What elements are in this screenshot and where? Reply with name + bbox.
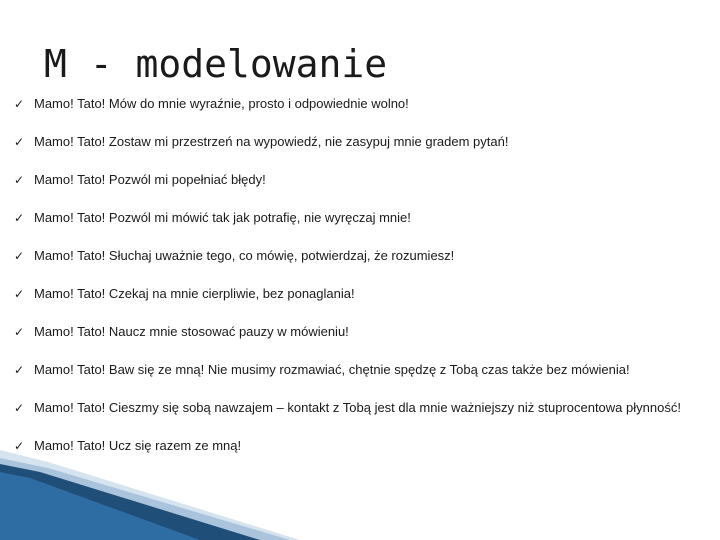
bullet-text: Mamo! Tato! Mów do mnie wyraźnie, prosto i odpowiednie wolno! (34, 96, 409, 111)
bullet-item (14, 324, 704, 340)
checkmark-icon: ✓ (14, 363, 25, 377)
bullet-text: Mamo! Tato! Naucz mnie stosować pauzy w mówieniu! (34, 324, 349, 339)
checkmark-icon: ✓ (14, 439, 25, 453)
bullet-item (14, 248, 704, 264)
bullet-text: Mamo! Tato! Ucz się razem ze mną! (34, 438, 242, 453)
checkmark-icon: ✓ (14, 287, 25, 301)
bullet-item (14, 286, 704, 302)
bullet-item (14, 134, 704, 150)
bullet-item (14, 400, 704, 416)
checkmark-icon: ✓ (14, 173, 25, 187)
bullet-text: Mamo! Tato! Baw się ze mną! Nie musimy rozmawiać, chętnie spędzę z Tobą czas także bez mówienia! (34, 362, 630, 377)
checkmark-icon: ✓ (14, 401, 25, 415)
bullet-text: Mamo! Tato! Cieszmy się sobą nawzajem – kontakt z Tobą jest dla mnie ważniejszy niż stuprocentowa płynność! (34, 400, 681, 415)
checkmark-icon: ✓ (14, 135, 25, 149)
bullet-text: Mamo! Tato! Czekaj na mnie cierpliwie, bez ponaglania! (34, 286, 355, 301)
checkmark-icon: ✓ (14, 97, 25, 111)
bullet-text: Mamo! Tato! Słuchaj uważnie tego, co mówię, potwierdzaj, że rozumiesz! (34, 248, 455, 263)
checkmark-icon: ✓ (14, 211, 25, 225)
bullet-text: Mamo! Tato! Pozwól mi popełniać błędy! (34, 172, 266, 187)
bullet-item (14, 96, 704, 112)
bullet-text: Mamo! Tato! Zostaw mi przestrzeń na wypowiedź, nie zasypuj mnie gradem pytań! (34, 134, 509, 149)
checkmark-icon: ✓ (14, 249, 25, 263)
bullet-item (14, 172, 704, 188)
checkmark-icon: ✓ (14, 325, 25, 339)
bullet-text: Mamo! Tato! Pozwól mi mówić tak jak potrafię, nie wyręczaj mnie! (34, 210, 411, 225)
slide-title: M - modelowanie (44, 42, 388, 86)
bullet-item (14, 362, 704, 378)
bullet-list (14, 96, 704, 476)
bullet-item (14, 210, 704, 226)
decorative-corner-swoosh (0, 450, 720, 540)
